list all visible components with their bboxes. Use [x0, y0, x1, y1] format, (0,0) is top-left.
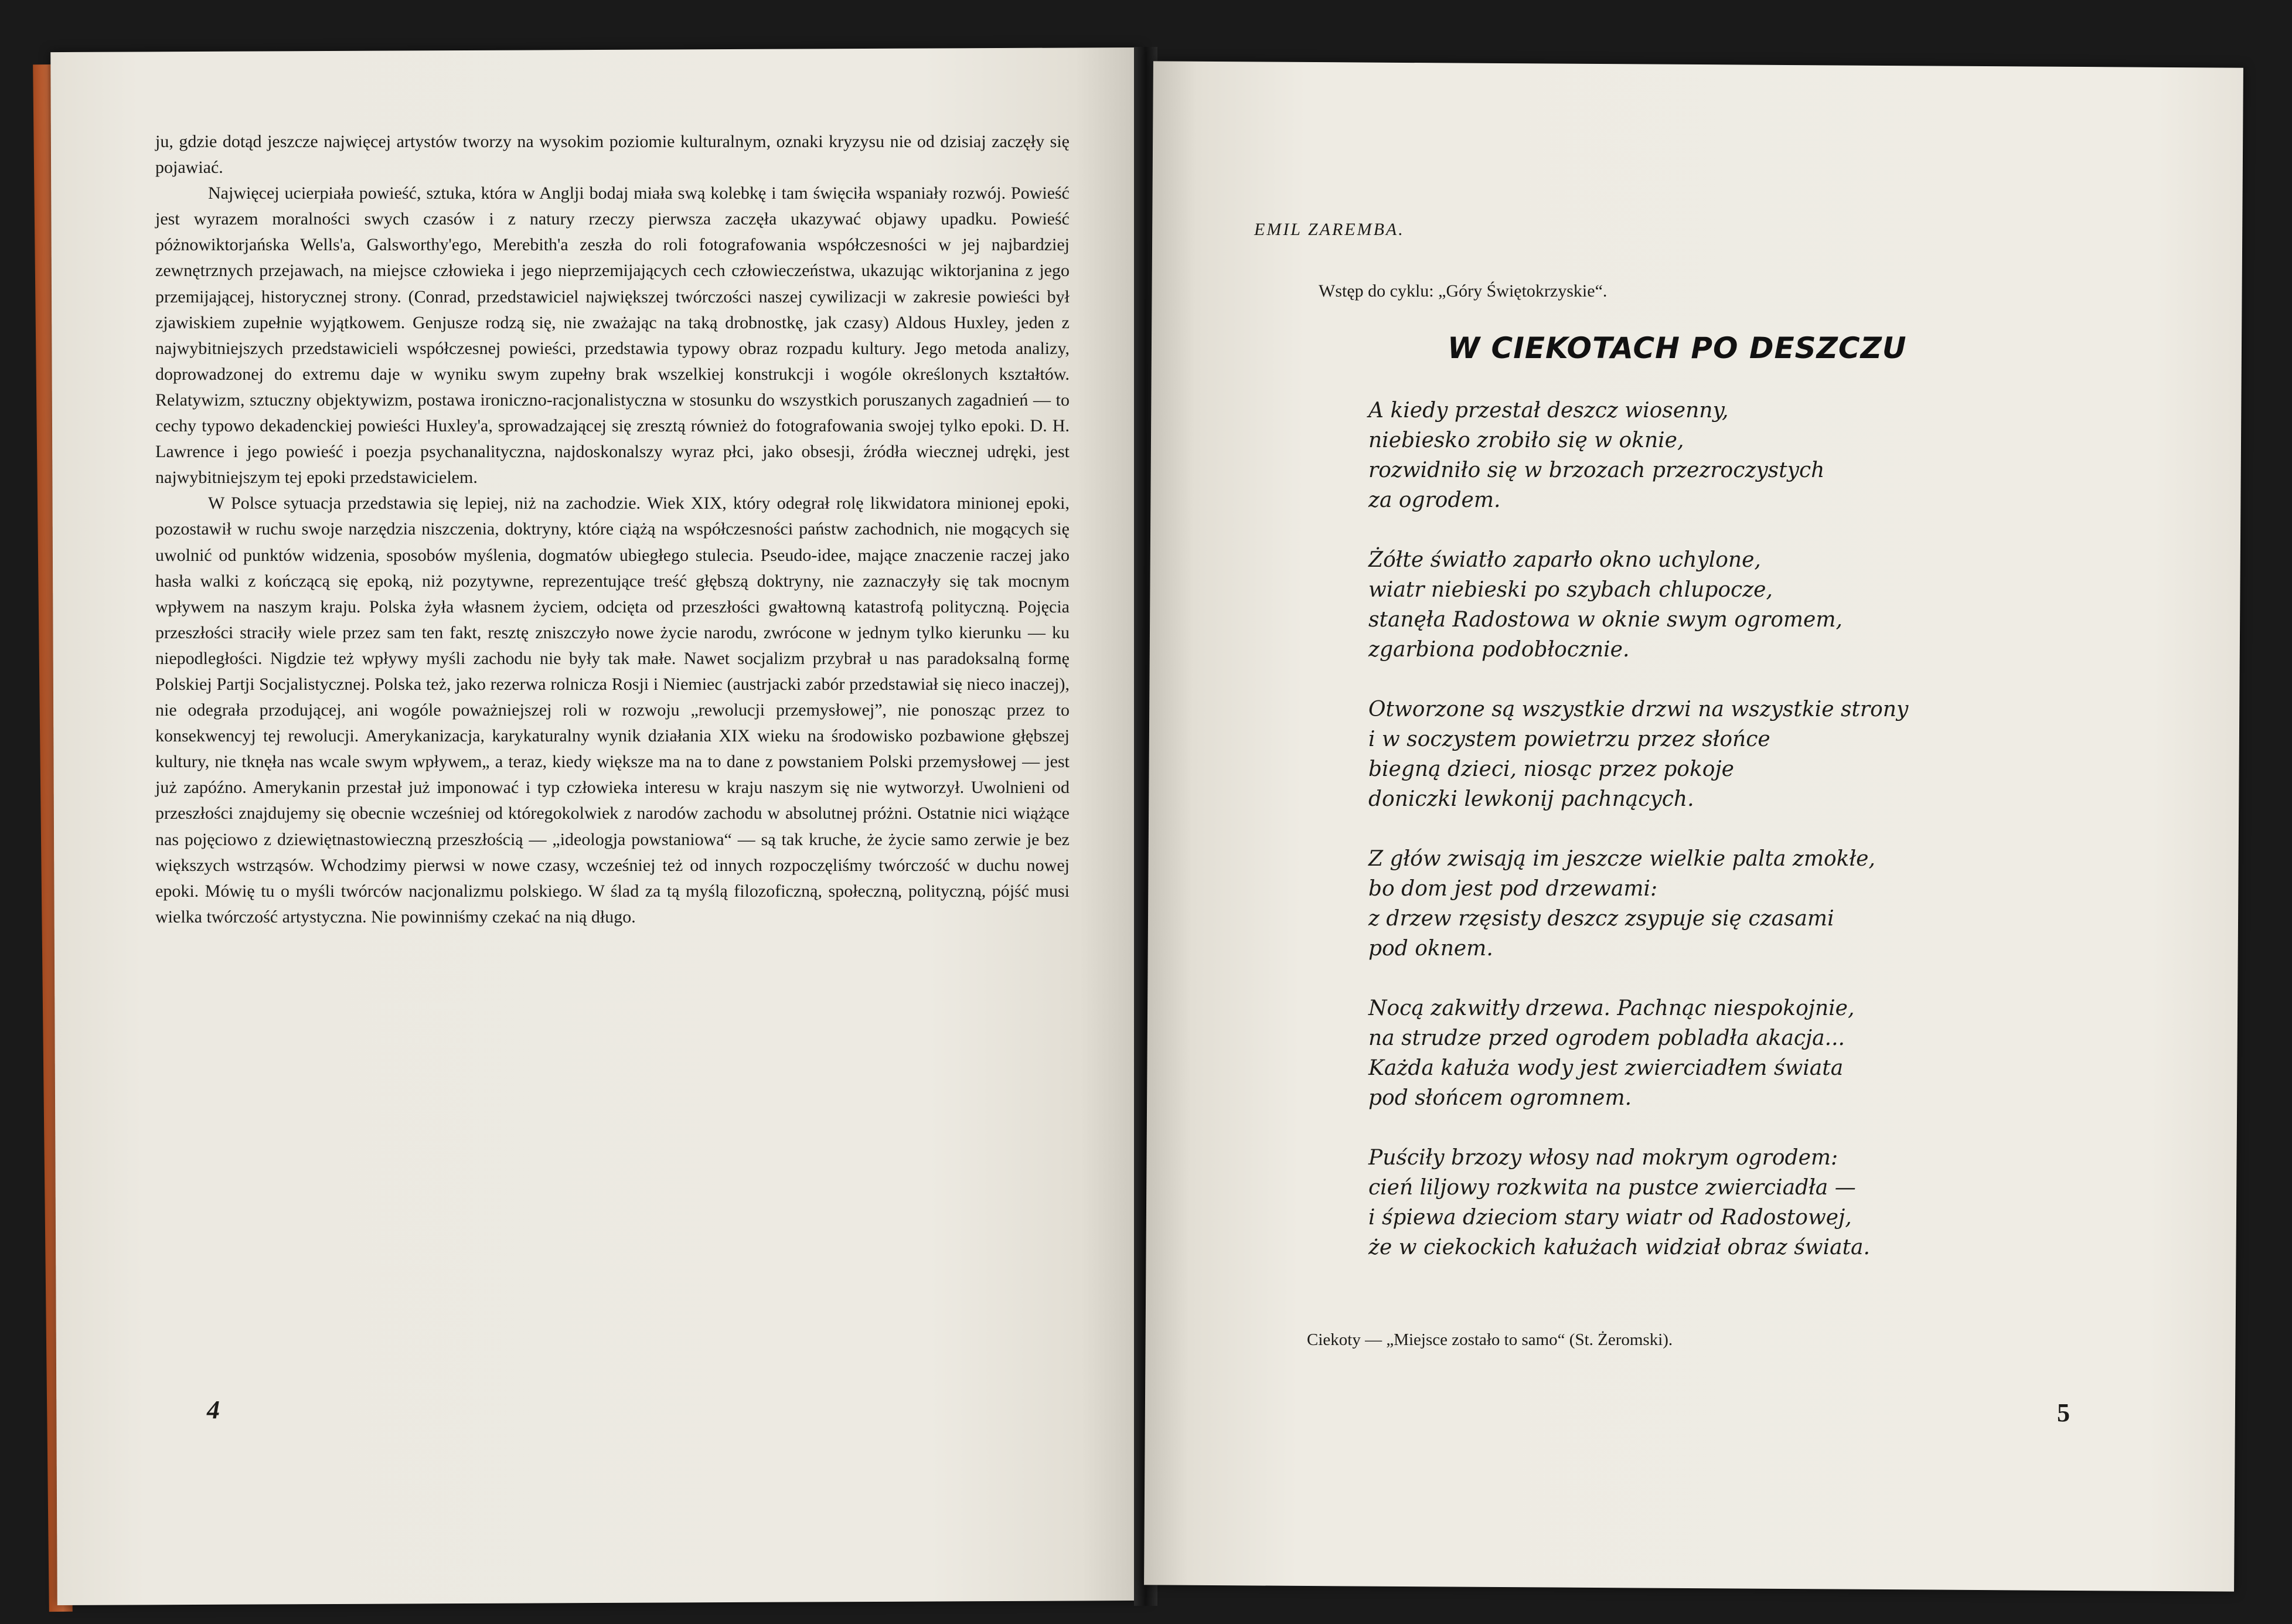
paragraph-1: ju, gdzie dotąd jeszcze najwięcej artystów tworzy na wysokim poziomie kulturalnym, oznaki kryzysu nie od dzisiaj zaczęły się pojawiać. [155, 132, 1070, 178]
stanza-1 [1368, 396, 2189, 515]
paragraph-2: Najwięcej ucierpiała powieść, sztuka, która w Anglji bodaj miała swą kolebkę i tam święciła wspaniały rozwój. Powieść jest wyrazem moralności swych czasów i z natury rzeczy pierwsza zaczęła ukazywać objawy upadku. Powieść póżnowiktorjańska Wells'a, Galsworthy'ego, Merebith'a zeszła do roli fotografowania współczesności w jej najbardziej zewnętrznych przejawach, na miejsce człowieka i jego nieprzemijających cech człowieczeństwa, ukazując wiktorjanina z jego przemijającej, historycznej strony. (Conrad, przedstawiciel największej twórczości naszej cywilizacji w zakresie powieści był zjawiskiem zupełnie wyjątkowem. Genjusze rodzą się, nie zważając na taką drobnostkę, jak czasy) Aldous Huxley, jeden z najwybitniejszych przedstawicieli współczesnej powieści, przedstawia typowy obraz rozpadu kultury. Jego metoda analizy, doprowadzonej do extremu daje w wyniku swym zupełny brak wszelkiej konstrukcji i wogóle określonych kształtów. Relatywizm, sztuczny objektywizm, postawa ironiczno-racjonalistyczna w stosunku do wszystkich poruszanych zagadnień — to cechy typowo dekadenckiej powieści Huxley'a, sprowadzającej się zresztą również do fotografowania swojej tylko epoki. D. H. Lawrence i jego powieść i poezja psychanalityczna, najdoskonalszy wyraz płci, jako obsesji, źródła wiecznej udręki, jest najwybitniejszym tej epoki przedstawicielem. [155, 183, 1070, 488]
stanza-5 [1368, 993, 2189, 1113]
stanza-2 [1368, 545, 2189, 665]
poem-line: na strudze przed ogrodem pobladła akacja... [1368, 1026, 1845, 1050]
poem-author: EMIL ZAREMBA. [1254, 220, 1405, 239]
poem-line: wiatr niebieski po szybach chlupocze, [1368, 578, 1773, 602]
poem-body [1368, 396, 2189, 1292]
poem-line: cień liljowy rozkwita na pustce zwierciadła — [1368, 1176, 1856, 1200]
poem-line: Puściły brzozy włosy nad mokrym ogrodem: [1368, 1146, 1838, 1170]
poem-line: i w soczystem powietrzu przez słońce [1368, 727, 1770, 751]
cycle-intro: Wstęp do cyklu: „Góry Świętokrzyskie“. [1319, 281, 1608, 301]
poem-line: i śpiewa dzieciom stary wiatr od Radostowej, [1368, 1206, 1852, 1230]
paragraph-3: W Polsce sytuacja przedstawia się lepiej, niż na zachodzie. Wiek XIX, który odegrał rolę likwidatora minionej epoki, pozostawił w ruchu swoje narzędzia niszczenia, doktryny, które ciążą na współczesności państw zachodnich, nie mogących się uwolnić od punktów widzenia, sposobów myślenia, dogmatów ubiegłego stulecia. Pseudo-idee, mające znaczenie raczej jako hasła walki z kończącą się epoką, niż pozytywne, reprezentujące treść głębszą doktryny, nie zaznaczyły się tak mocnym wpływem na naszym kraju. Polska żyła własnem życiem, odcięta od przeszłości gwałtowną katastrofą polityczną. Pojęcia przeszłości straciły wiele przez sam ten fakt, resztę zniszczyło nowe życie narodu, zwrócone w jednym tylko kierunku — ku niepodległości. Nigdzie też wpływy myśli zachodu nie były tak małe. Nawet socjalizm przybrał u nas paradoksalną formę Polskiej Partji Socjalistycznej. Polska też, jako rezerwa rolnicza Rosji i Niemiec (austrjacki zabór przedstawiał się nieco inaczej), nie odegrała przodującej, ani wogóle poważniejszej roli w rozwoju „rewolucji przemysłowej”, nie ponosząc przez to konsekwencyj tej rewolucji. Amerykanizacja, karykaturalny wynik działania XIX wieku na środowisko pozbawione głębszej kultury, nie tknęła nas wcale swym wpływem„ a teraz, kiedy większe ma na to dane z powstaniem Polski przemysłowej — jest już zapóźno. Amerykanin przestał już imponować i typ człowieka interesu w kraju naszym się nie wytworzył. Uwolnieni od przeszłości znajdujemy się obecnie wcześniej od któregokolwiek z narodów zachodu w absolutnej próżni. Ostatnie nici wiążące nas pojęciowo z dziewiętnastowieczną przeszłością — „ideologja powstaniowa“ — są tak kruche, że życie samo zerwie je bez większych wstrząsów. Wchodzimy pierwsi w nowe czasy, wcześniej też od innych rozpoczęliśmy twórczość w duchu nowej epoki. Mówię tu o myśli twórców nacjonalizmu polskiego. W ślad za tą myślą filozoficzną, społeczną, polityczną, pójść musi wielka twórczość artystyczna. Nie powinniśmy czekać na nią długo. [155, 493, 1070, 927]
poem-line: za ogrodem. [1368, 488, 1501, 512]
poem-line: pod oknem. [1368, 937, 1493, 961]
left-page-prose [155, 129, 1070, 930]
poem-line: pod słońcem ogromnem. [1368, 1086, 1632, 1110]
poem-line: Żółte światło zaparło okno uchylone, [1368, 548, 1761, 572]
stanza-3 [1368, 694, 2189, 814]
poem-line: bo dom jest pod drzewami: [1368, 877, 1658, 901]
poem-line: Każda kałuża wody jest zwierciadłem świata [1368, 1056, 1844, 1080]
stanza-4 [1368, 844, 2189, 963]
page-number-left: 4 [207, 1395, 220, 1424]
poem-line: Nocą zakwitły drzewa. Pachnąc niespokojnie, [1368, 996, 1855, 1020]
poem-line: A kiedy przestał deszcz wiosenny, [1368, 399, 1729, 423]
poem-line: z drzew rzęsisty deszcz zsypuje się czasami [1368, 907, 1834, 931]
poem-line: że w ciekockich kałużach widział obraz świata. [1368, 1235, 1870, 1259]
poem-title: W CIEKOTACH PO DESZCZU [1448, 331, 1907, 365]
poem-line: biegną dzieci, niosąc przez pokoje [1368, 757, 1734, 781]
page-number-right: 5 [2057, 1398, 2070, 1427]
poem-line: Z głów zwisają im jeszcze wielkie palta zmokłe, [1368, 847, 1875, 871]
poem-line: niebiesko zrobiło się w oknie, [1368, 428, 1684, 452]
poem-line: zgarbiona podobłocznie. [1368, 638, 1630, 662]
poem-line: stanęła Radostowa w oknie swym ogromem, [1368, 608, 1843, 632]
poem-line: rozwidniło się w brzozach przezroczystych [1368, 458, 1825, 482]
poem-line: Otworzone są wszystkie drzwi na wszystkie strony [1368, 697, 1909, 721]
poem-line: doniczki lewkonij pachnących. [1368, 787, 1694, 811]
stanza-6 [1368, 1143, 2189, 1262]
poem-footnote: Ciekoty — „Miejsce zostało to samo“ (St. Żeromski). [1307, 1330, 1673, 1349]
